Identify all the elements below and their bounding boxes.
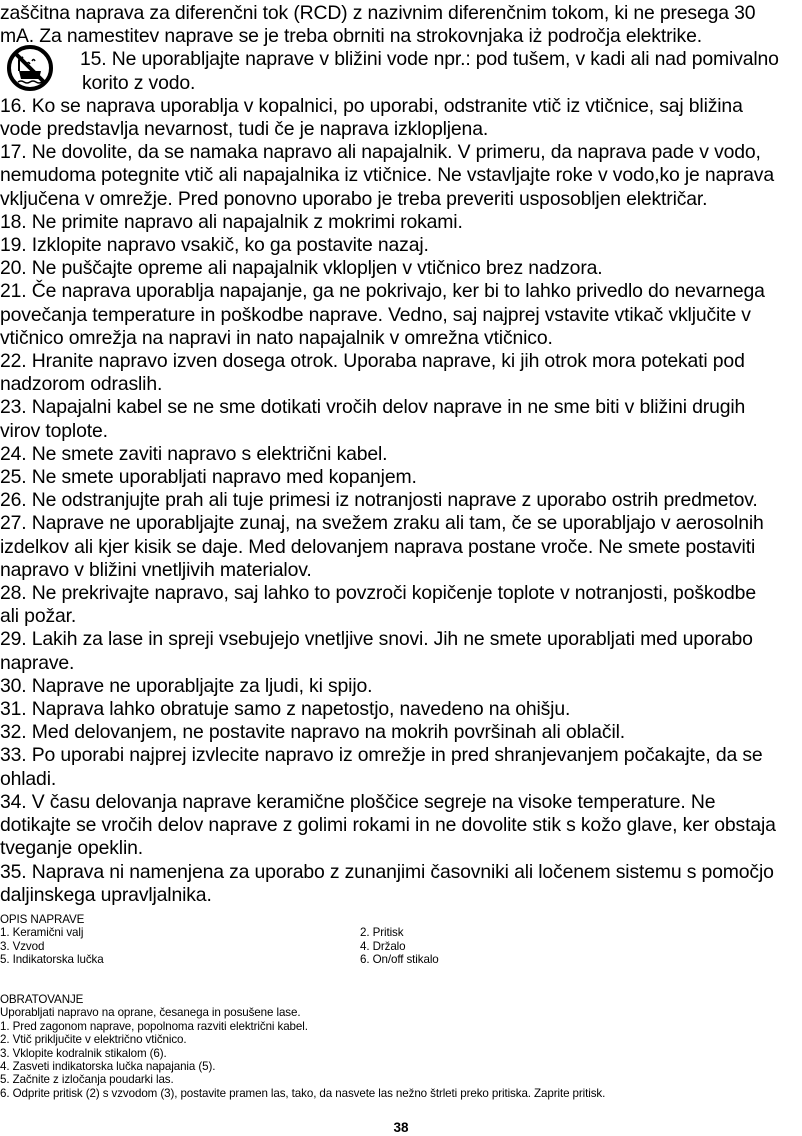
instruction-line: 23. Napajalni kabel se ne sme dotikati vročih delov naprave in ne sme biti v bližini drugih xyxy=(0,396,746,419)
safety-instructions xyxy=(0,2,802,907)
device-description xyxy=(0,913,802,967)
instruction-line: 17. Ne dovolite, da se namaka napravo ali napajalnik. V primeru, da naprava pade v vodo, xyxy=(0,141,761,164)
part-label: 1. Keramični valj xyxy=(0,926,84,940)
instruction-line: 19. Izklopite napravo vsakič, ko ga postavite nazaj. xyxy=(0,234,429,257)
instruction-item-28 xyxy=(0,582,802,628)
instruction-line: 34. V času delovanja naprave keramične ploščice segreje na visoke temperature. Ne xyxy=(0,790,716,813)
page-number: 38 xyxy=(393,1120,409,1135)
instruction-line: 26. Ne odstranjujte prah ali tuje primesi iz notranjosti naprave z uporabo ostrih predmetov. xyxy=(0,489,758,512)
description-row xyxy=(0,940,802,953)
part-label: 6. On/off stikalo xyxy=(360,953,439,967)
instruction-line: 28. Ne prekrivajte napravo, saj lahko to povzroči kopičenje toplote v notranjosti, poškodbe xyxy=(0,582,756,605)
instruction-line: nemudoma potegnite vtič ali napajalnika iz vtičnice. Ne vstavljajte roke v vodo,ko je naprava xyxy=(0,164,774,187)
instruction-item-20 xyxy=(0,257,802,280)
description-row xyxy=(0,926,802,939)
instruction-line: 22. Hranite napravo izven dosega otrok. Uporaba naprave, ki jih otrok mora potekati pod xyxy=(0,350,745,373)
usage-line: 4. Zasveti indikatorska lučka napajania (5). xyxy=(0,1060,216,1074)
usage-line: 1. Pred zagonom naprave, popolnoma razviti električni kabel. xyxy=(0,1019,308,1033)
description-row xyxy=(0,953,802,966)
instruction-line: 16. Ko se naprava uporablja v kopalnici, po uporabi, odstranite vtič iz vtičnice, saj bližina xyxy=(0,94,743,117)
usage-line: Uporabljati napravo na oprane, česanega in posušene lase. xyxy=(0,1006,301,1020)
instruction-line: dotikajte se vročih delov naprave z golimi rokami in ne dovolite stik s kožo glave, ker obstaja xyxy=(0,814,776,837)
instruction-item-23 xyxy=(0,396,802,442)
instruction-line: vključena v omrežje. Pred ponovno uporabo je treba preveriti usposobljen električar. xyxy=(0,187,708,210)
part-label: 3. Vzvod xyxy=(0,939,45,953)
part-label: 4. Držalo xyxy=(360,939,406,953)
instruction-line: virov toplote. xyxy=(0,419,108,442)
instruction-line: 20. Ne puščajte opreme ali napajalnik vklopljen v vtičnico brez nadzora. xyxy=(0,257,603,280)
intro-line: zaščitna naprava za diferenčni tok (RCD) z nazivnim diferenčnim tokom, ki ne presega 30 xyxy=(0,2,756,24)
instruction-line: 32. Med delovanjem, ne postavite napravo na mokrih površinah ali oblačil. xyxy=(0,721,625,744)
instruction-item-26 xyxy=(0,489,802,512)
usage-line: 6. Odprite pritisk (2) s vzvodom (3), postavite pramen las, tako, da nasvete las nežno štrleti preko pritiska. Zaprite pritisk. xyxy=(0,1086,606,1100)
usage-line: 3. Vklopite kodralnik stikalom (6). xyxy=(0,1046,167,1060)
instruction-line: 29. Lakih za lase in spreji vsebujejo vnetljive snovi. Jih ne smete uporabljati med uporabo xyxy=(0,628,753,651)
instruction-line: naprave. xyxy=(0,651,75,674)
usage-line: 2. Vtič priključite v električno vtičnico. xyxy=(0,1033,187,1047)
intro-line: mA. Za namestitev naprave se je treba obrniti na strokovnjaka iż področja elektrike. xyxy=(0,25,702,48)
part-label: 5. Indikatorska lučka xyxy=(0,953,104,967)
instruction-item-19 xyxy=(0,234,802,257)
instruction-line: ohladi. xyxy=(0,767,57,790)
instruction-line: povečanja temperature in poškodbe naprave. Vedno, saj najprej vstavite vtikač vključite v xyxy=(0,303,751,326)
instruction-item-18 xyxy=(0,211,802,234)
instruction-line: 27. Naprave ne uporabljajte zunaj, na svežem zraku ali tam, če se uporabljajo v aerosolnih xyxy=(0,512,764,535)
instruction-line: 21. Če naprava uporablja napajanje, ga ne pokrivajo, ker bi to lahko privedlo do nevarnega xyxy=(0,280,765,303)
instruction-item-25 xyxy=(0,466,802,489)
instruction-line: 33. Po uporabi najprej izvlecite napravo iz omrežje in pred shranjevanjem počakajte, da se xyxy=(0,744,763,767)
instruction-line: nadzorom odraslih. xyxy=(0,373,163,396)
warning-line: 15. Ne uporabljajte naprave v bližini vode npr.: pod tušem, v kadi ali nad pomivalno xyxy=(80,48,779,71)
instruction-item-27 xyxy=(0,512,802,582)
instruction-line: 24. Ne smete zaviti napravo s električni kabel. xyxy=(0,442,388,465)
instruction-line: 25. Ne smete uporabljati napravo med kopanjem. xyxy=(0,466,417,489)
usage-line: 5. Začnite z izločanja poudarki las. xyxy=(0,1073,174,1087)
instruction-line: napravo v bližini vnetljivih materialov. xyxy=(0,558,312,581)
usage-section xyxy=(0,993,802,1100)
instruction-item-24 xyxy=(0,443,802,466)
instruction-item-34 xyxy=(0,791,802,861)
instruction-item-17 xyxy=(0,141,802,211)
part-label: 2. Pritisk xyxy=(360,926,404,940)
instruction-line: tveganje opeklin. xyxy=(0,837,143,860)
instruction-line: vtičnico omrežja na napravi in nato napajalnik v omrežna vtičnico. xyxy=(0,326,553,349)
instruction-item-16 xyxy=(0,95,802,141)
warning-item-15 xyxy=(0,48,802,94)
instruction-line: izdelkov ali kjer kisik se daje. Med delovanjem naprava postane vroče. Ne smete postaviti xyxy=(0,535,756,558)
instruction-line: 18. Ne primite napravo ali napajalnik z mokrimi rokami. xyxy=(0,210,463,233)
instruction-line: vode predstavlja nevarnost, tudi če je naprava izklopljena. xyxy=(0,118,489,140)
usage-heading: OBRATOVANJE xyxy=(0,993,84,1006)
instruction-item-21 xyxy=(0,280,802,350)
instruction-item-22 xyxy=(0,350,802,396)
instruction-item-33 xyxy=(0,744,802,790)
description-heading: OPIS NAPRAVE xyxy=(0,913,85,926)
instruction-list xyxy=(0,95,802,907)
instruction-item-31 xyxy=(0,698,802,721)
instruction-item-32 xyxy=(0,721,802,744)
warning-line: korito z vodo. xyxy=(82,71,196,94)
instruction-line: ali požar. xyxy=(0,605,77,628)
instruction-item-30 xyxy=(0,675,802,698)
instruction-line: 30. Naprave ne uporabljajte za ljudi, ki spijo. xyxy=(0,674,373,697)
warning-text xyxy=(80,48,802,94)
instruction-line: daljinskega upravljalnika. xyxy=(0,883,212,906)
instruction-line: 35. Naprava ni namenjena za uporabo z zunanjimi časovniki ali ločenem sistemu s pomočjo xyxy=(0,860,774,883)
no-bath-water-icon xyxy=(6,44,54,92)
instruction-item-29 xyxy=(0,628,802,674)
instruction-line: 31. Naprava lahko obratuje samo z napetostjo, navedeno na ohišju. xyxy=(0,698,571,721)
instruction-item-35 xyxy=(0,861,802,907)
